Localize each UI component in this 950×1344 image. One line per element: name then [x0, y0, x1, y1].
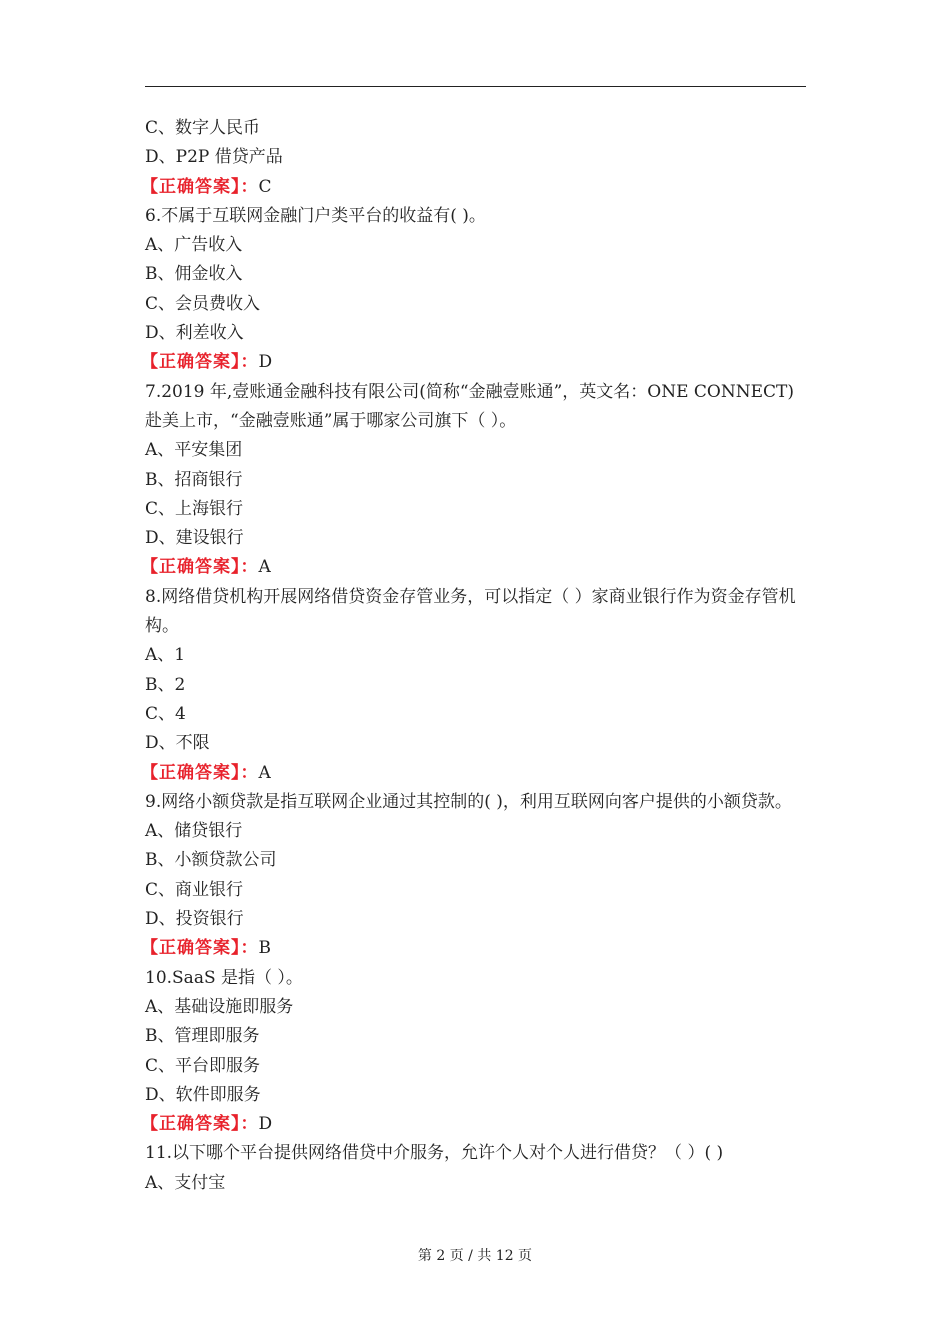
- option-line: A、平安集团: [145, 440, 243, 461]
- option-line: C、平台即服务: [145, 1055, 261, 1076]
- option-line: D、P2P 借贷产品: [145, 147, 283, 168]
- question-text: 8.网络借贷机构开展网络借贷资金存管业务，可以指定（ ）家商业银行作为资金存管机构。: [145, 586, 796, 637]
- answer-value: D: [258, 352, 273, 373]
- question-text: 11.以下哪个平台提供网络借贷中介服务，允许个人对个人进行借贷？（ ）( ): [145, 1143, 724, 1164]
- option-line: B、招商银行: [145, 469, 243, 490]
- answer-value: A: [258, 762, 271, 783]
- option-line: B、管理即服务: [145, 1026, 260, 1047]
- option-line: D、建设银行: [145, 528, 244, 549]
- option-line: B、佣金收入: [145, 264, 243, 285]
- header-rule: [145, 86, 806, 87]
- page-footer: 第 2 页 / 共 12 页: [417, 1248, 533, 1264]
- option-line: B、2: [145, 674, 186, 695]
- answer-line: [141, 759, 807, 788]
- answer-value: C: [258, 176, 272, 197]
- option-line: C、会员费收入: [145, 293, 261, 314]
- option-line: C、4: [145, 703, 186, 724]
- document-body: [141, 114, 807, 1198]
- option-line: A、支付宝: [145, 1172, 226, 1193]
- option-line: A、储贷银行: [145, 821, 243, 842]
- answer-label: 【正确答案】：: [141, 762, 259, 783]
- answer-label: 【正确答案】：: [141, 176, 259, 197]
- question-text: 9.网络小额贷款是指互联网企业通过其控制的( )，利用互联网向客户提供的小额贷款。: [145, 791, 792, 812]
- option-line: A、基础设施即服务: [145, 996, 294, 1017]
- answer-label: 【正确答案】：: [141, 352, 259, 373]
- answer-line: [141, 553, 807, 582]
- question-text: 6.不属于互联网金融门户类平台的收益有( )。: [145, 205, 486, 226]
- option-line: C、数字人民币: [145, 118, 261, 138]
- answer-line: [141, 934, 807, 963]
- answer-value: B: [258, 938, 271, 959]
- answer-label: 【正确答案】：: [141, 938, 259, 959]
- question-text: 7.2019 年,壹账通金融科技有限公司(简称“金融壹账通”，英文名：ONE CONNECT)赴美上市，“金融壹账通”属于哪家公司旗下（ ）。: [145, 381, 795, 431]
- answer-label: 【正确答案】：: [141, 557, 259, 578]
- answer-line: [141, 1110, 807, 1139]
- option-line: C、上海银行: [145, 498, 244, 519]
- answer-value: A: [258, 557, 271, 578]
- option-line: D、投资银行: [145, 909, 244, 930]
- option-line: D、利差收入: [145, 323, 244, 344]
- answer-line: [141, 348, 807, 377]
- answer-line: [141, 173, 807, 202]
- option-line: C、商业银行: [145, 879, 244, 900]
- answer-label: 【正确答案】：: [141, 1114, 259, 1135]
- question-text: 10.SaaS 是指（ ）。: [145, 967, 303, 988]
- option-line: D、不限: [145, 733, 210, 754]
- answer-value: D: [258, 1114, 273, 1135]
- option-line: D、软件即服务: [145, 1084, 261, 1105]
- option-line: A、1: [145, 645, 186, 666]
- option-line: A、广告收入: [145, 235, 243, 256]
- option-line: B、小额贷款公司: [145, 850, 277, 871]
